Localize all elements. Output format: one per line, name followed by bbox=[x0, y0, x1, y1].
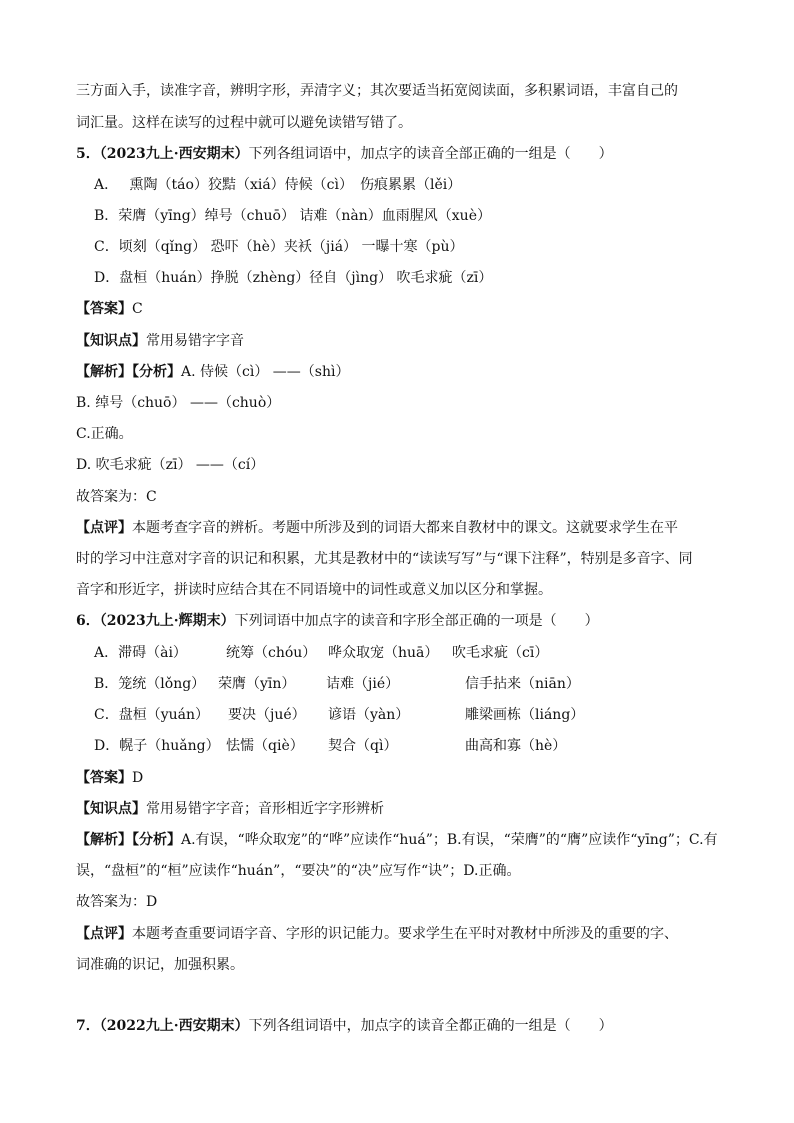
q5-option-c: C．顷刻（qǐng） 恐吓（hè）夹袄（jiá） 一曝十寒（pù） bbox=[94, 239, 464, 255]
q5-analysis bbox=[76, 362, 349, 382]
q6-analysis bbox=[76, 830, 718, 850]
option-word: A．滞碍（ài） bbox=[94, 645, 187, 661]
question-text: 下列各组词语中，加点字的读音全部正确的一组是（ ） bbox=[248, 146, 613, 162]
q6-knowledge bbox=[76, 799, 384, 819]
option-word: 统筹（chóu） bbox=[226, 645, 317, 661]
q6-final-answer: 故答案为：D bbox=[76, 894, 158, 910]
comment-tag: 【点评】 bbox=[76, 520, 132, 536]
knowledge-value: 常用易错字字音；音形相近字字形辨析 bbox=[146, 801, 384, 817]
option-word: 曲高和寡（hè） bbox=[465, 738, 567, 754]
question-source: （2023九上·辉期末） bbox=[99, 613, 235, 629]
q6-answer bbox=[76, 768, 143, 788]
option-word: 吹毛求疵（cī） bbox=[452, 645, 549, 661]
analysis-line: A. 侍候（cì） ——（shì） bbox=[181, 364, 350, 380]
answer-value: C bbox=[132, 301, 143, 317]
q6-comment bbox=[76, 924, 678, 944]
answer-tag: 【答案】 bbox=[76, 770, 132, 786]
q5-comment-line-2: 时的学习中注意对字音的识记和积累，尤其是教材中的“读读写写”与“课下注释”，特别是多音字、同 bbox=[76, 551, 693, 567]
option-word: 要决（jué） bbox=[228, 707, 306, 723]
option-word: 荣膺（yīn） bbox=[218, 676, 296, 692]
option-word: 哗众取宠（huā） bbox=[328, 645, 439, 661]
q5-answer bbox=[76, 299, 143, 319]
question-number: 6． bbox=[76, 613, 100, 629]
analysis-tag: 【解析】【分析】 bbox=[76, 364, 181, 380]
intro-line-1: 三方面入手，读准字音，辨明字形，弄清字义；其次要适当拓宽阅读面，多积累词语，丰富自己的 bbox=[76, 83, 678, 99]
question-6-stem bbox=[76, 611, 599, 631]
q5-analysis-line-4: D. 吹毛求疵（zī） ——（cí） bbox=[76, 457, 265, 473]
knowledge-value: 常用易错字字音 bbox=[146, 333, 244, 349]
q5-analysis-line-3: C.正确。 bbox=[76, 426, 133, 442]
option-word: 雕梁画栋（liáng） bbox=[465, 707, 585, 723]
option-word: 谚语（yàn） bbox=[328, 707, 410, 723]
q5-option-b: B．荣膺（yīng）绰号（chuō） 诘难（nàn）血雨腥风（xuè） bbox=[94, 208, 491, 224]
option-word: 怯懦（qiè） bbox=[226, 738, 304, 754]
q5-knowledge bbox=[76, 331, 244, 351]
q6-comment-line-2: 词准确的识记，加强积累。 bbox=[76, 957, 244, 973]
answer-tag: 【答案】 bbox=[76, 301, 132, 317]
q5-comment-line-3: 音字和形近字，拼读时应结合其在不同语境中的词性或意义加以区分和掌握。 bbox=[76, 582, 552, 598]
comment-line: 本题考查字音的辨析。考题中所涉及到的词语大都来自教材中的课文。这就要求学生在平 bbox=[132, 520, 678, 536]
option-word: B．笼统（lǒng） bbox=[94, 676, 206, 692]
q5-analysis-line-2: B. 绰号（chuō） ——（chuò） bbox=[76, 395, 281, 411]
q6-analysis-line-2: 误，“盘桓”的“桓”应读作“huán”，“要决”的“决”应写作“诀”；D.正确。 bbox=[76, 863, 521, 879]
option-word: D．幌子（huǎng） bbox=[94, 738, 220, 754]
question-5-stem bbox=[76, 144, 613, 164]
knowledge-tag: 【知识点】 bbox=[76, 801, 146, 817]
question-source: （2023九上·西安期末） bbox=[99, 146, 249, 162]
option-word: 诘难（jié） bbox=[326, 676, 400, 692]
q5-final-answer: 故答案为：C bbox=[76, 489, 157, 505]
q5-option-d: D．盘桓（huán）挣脱（zhèng）径自（jìng） 吹毛求疵（zī） bbox=[94, 270, 493, 286]
question-7-stem bbox=[76, 1016, 613, 1036]
comment-tag: 【点评】 bbox=[76, 926, 132, 942]
q5-comment bbox=[76, 518, 678, 538]
option-word: 契合（qì） bbox=[328, 738, 398, 754]
intro-line-2: 词汇量。这样在读写的过程中就可以避免读错写错了。 bbox=[76, 115, 412, 131]
comment-line: 本题考查重要词语字音、字形的识记能力。要求学生在平时对教材中所涉及的重要的字、 bbox=[132, 926, 678, 942]
question-text: 下列各组词语中，加点字的读音全都正确的一组是（ ） bbox=[248, 1018, 613, 1034]
q5-option-a: A． 熏陶（táo）狡黠（xiá）侍候（cì） 伤痕累累（lěi） bbox=[94, 177, 462, 193]
option-word: 信手拈来（niān） bbox=[465, 676, 580, 692]
question-number: 5． bbox=[76, 146, 100, 162]
option-word: C．盘桓（yuán） bbox=[94, 707, 210, 723]
answer-value: D bbox=[132, 770, 144, 786]
knowledge-tag: 【知识点】 bbox=[76, 333, 146, 349]
question-source: （2022九上·西安期末） bbox=[99, 1018, 249, 1034]
analysis-line: A.有误，“哗众取宠”的“哗”应读作“huá”；B.有误，“荣膺”的“膺”应读作“yīng”；C.有 bbox=[181, 832, 718, 848]
question-number: 7． bbox=[76, 1018, 100, 1034]
analysis-tag: 【解析】【分析】 bbox=[76, 832, 181, 848]
question-text: 下列词语中加点字的读音和字形全部正确的一项是（ ） bbox=[234, 613, 599, 629]
